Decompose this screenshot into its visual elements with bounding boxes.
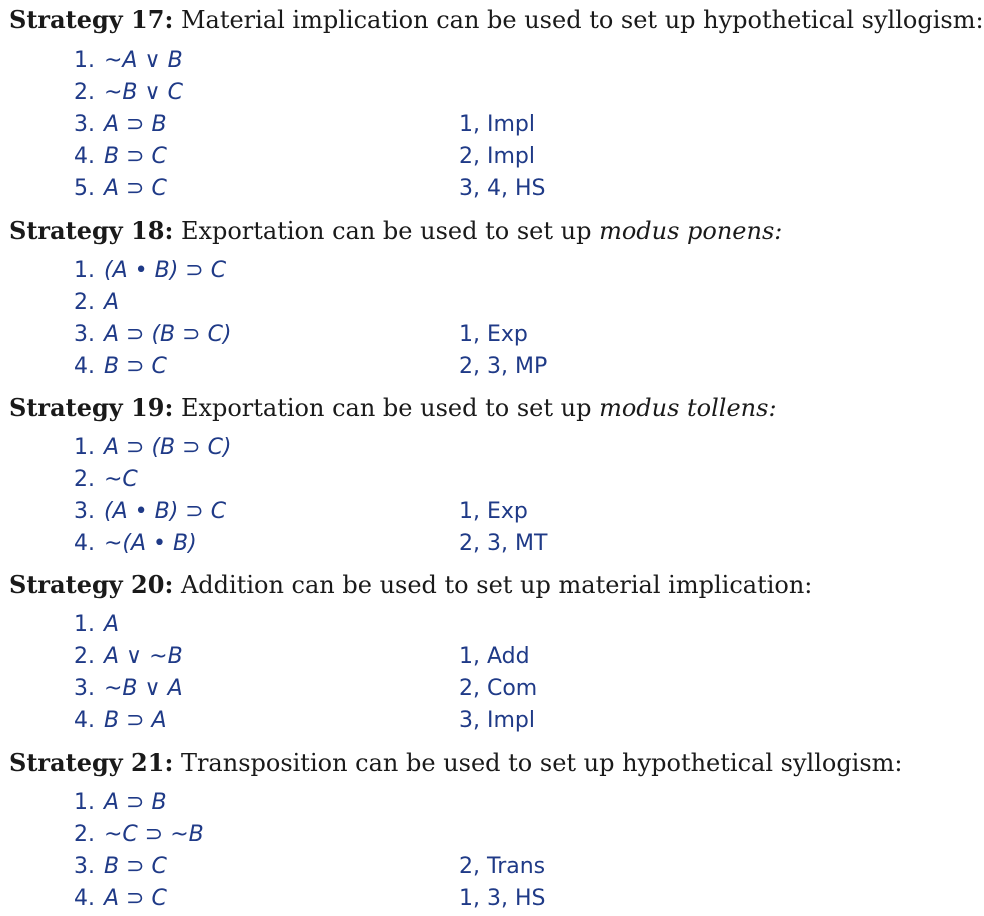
line-number: 2. [74,644,95,669]
strategy-heading [9,388,777,428]
proof-line [0,883,835,915]
strategy-description: Transposition can be used to set up hypothetical syllogism: [173,749,903,777]
line-formula: A [104,290,120,315]
proof-line [0,496,835,528]
line-formula: A [104,612,120,637]
line-number: 4. [74,354,95,379]
proof-line [0,819,835,851]
line-number: 3. [74,854,95,879]
line-formula: ~A ∨ B [104,48,183,73]
line-justification: 3, 4, HS [459,176,546,201]
proof-line [0,77,835,109]
line-number: 4. [74,886,95,911]
line-formula: A ⊃ C [104,176,167,201]
line-justification: 1, Exp [459,499,528,524]
strategy-description: Addition can be used to set up material implication: [173,571,813,599]
line-justification: 2, 3, MP [459,354,548,379]
proof-line [0,851,835,883]
proof-line [0,109,835,141]
proof-line [0,673,835,705]
line-justification: 2, Com [459,676,538,701]
line-number: 4. [74,531,95,556]
line-justification: 1, Exp [459,322,528,347]
line-formula: (A • B) ⊃ C [104,499,227,524]
proof-line [0,432,835,464]
line-number: 2. [74,80,95,105]
line-number: 1. [74,435,95,460]
strategy-label: Strategy 19: [9,393,174,422]
proof-line [0,705,835,737]
proof-line [0,319,835,351]
line-number: 3. [74,112,95,137]
strategy-heading [9,565,812,605]
proof-line [0,464,835,496]
proof-line [0,787,835,819]
line-number: 2. [74,467,95,492]
line-formula: A ⊃ C [104,886,167,911]
line-number: 1. [74,258,95,283]
line-number: 3. [74,499,95,524]
line-formula: ~C [104,467,138,492]
strategy-description-emphasis: modus tollens: [599,394,777,422]
line-formula: ~(A • B) [104,531,197,556]
line-justification: 2, 3, MT [459,531,548,556]
strategy-heading [9,743,903,783]
strategy-label: Strategy 21: [9,748,174,777]
line-formula: ~B ∨ C [104,80,183,105]
line-formula: A ⊃ (B ⊃ C) [104,322,232,347]
line-formula: A ⊃ B [104,112,167,137]
line-justification: 1, 3, HS [459,886,546,911]
line-formula: B ⊃ A [104,708,167,733]
proof-line [0,609,835,641]
line-justification: 2, Trans [459,854,546,879]
line-formula: ~B ∨ A [104,676,183,701]
line-formula: B ⊃ C [104,354,167,379]
strategy-description: Exportation can be used to set up [173,394,600,422]
strategy-label: Strategy 20: [9,570,174,599]
line-number: 4. [74,144,95,169]
strategy-description-emphasis: modus ponens: [599,217,783,245]
line-justification: 1, Add [459,644,530,669]
proof-line [0,287,835,319]
line-formula: B ⊃ C [104,854,167,879]
strategy-description: Exportation can be used to set up [173,217,600,245]
line-justification: 1, Impl [459,112,535,137]
line-number: 3. [74,322,95,347]
strategy-label: Strategy 17: [9,5,174,34]
line-number: 1. [74,612,95,637]
line-formula: B ⊃ C [104,144,167,169]
proof-line [0,173,835,205]
line-formula: (A • B) ⊃ C [104,258,227,283]
strategy-description: Material implication can be used to set up hypothetical syllogism: [173,6,984,34]
line-number: 1. [74,48,95,73]
strategy-label: Strategy 18: [9,216,174,245]
proof-line [0,255,835,287]
proof-line [0,641,835,673]
strategy-heading [9,211,782,251]
proof-line [0,351,835,383]
proof-line [0,45,835,77]
strategy-heading [9,0,984,40]
proof-line [0,141,835,173]
line-number: 1. [74,790,95,815]
line-formula: A ⊃ (B ⊃ C) [104,435,232,460]
line-number: 4. [74,708,95,733]
proof-line [0,528,835,560]
line-number: 3. [74,676,95,701]
line-formula: A ∨ ~B [104,644,183,669]
line-justification: 2, Impl [459,144,535,169]
line-justification: 3, Impl [459,708,535,733]
line-formula: A ⊃ B [104,790,167,815]
line-number: 2. [74,290,95,315]
line-formula: ~C ⊃ ~B [104,822,204,847]
line-number: 5. [74,176,95,201]
line-number: 2. [74,822,95,847]
